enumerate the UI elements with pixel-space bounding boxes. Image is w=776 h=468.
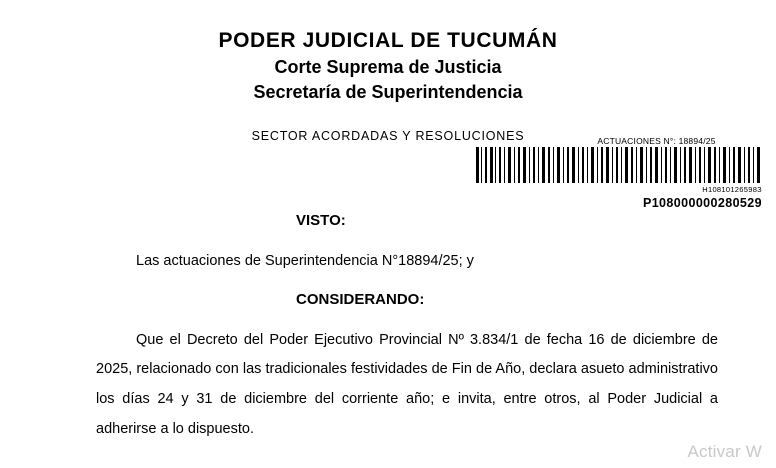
spacer xyxy=(96,277,718,291)
activation-watermark: Activar W xyxy=(687,442,762,461)
sector-label: SECTOR ACORDADAS Y RESOLUCIONES xyxy=(251,129,525,144)
considerando-heading: CONSIDERANDO: xyxy=(296,290,425,308)
spacer xyxy=(96,229,718,247)
visto-paragraph: Las actuaciones de Superintendencia N°18894/25; y xyxy=(136,253,474,269)
considerando-paragraph: Que el Decreto del Poder Ejecutivo Provincial Nº 3.834/1 de fecha 16 de diciembre de 2025, relacionado con las tradicionales festividades de Fin de Año, declara asueto administrativo los días 24 y 31 de diciembre del corriente año; e invita, entre otros, al Poder Judicial a adherirse a lo dispuesto. xyxy=(96,331,718,437)
visto-heading: VISTO: xyxy=(296,212,346,229)
actuaciones-number-label: ACTUACIONES N°: 18894/25 xyxy=(597,136,716,146)
institution-subtitle-2: Secretaría de Superintendencia xyxy=(253,81,523,102)
institution-title: PODER JUDICIAL DE TUCUMÁN xyxy=(218,29,558,52)
institution-subtitle-1: Corte Suprema de Justicia xyxy=(274,57,502,78)
barcode-sub-number: H10810126598З xyxy=(702,185,762,194)
barcode-icon xyxy=(474,147,764,183)
document-header xyxy=(0,0,776,104)
document-body xyxy=(96,212,718,445)
spacer xyxy=(96,308,718,326)
barcode-code-number: P108000000280529 xyxy=(642,196,762,210)
actuaciones-stamp xyxy=(469,136,764,210)
